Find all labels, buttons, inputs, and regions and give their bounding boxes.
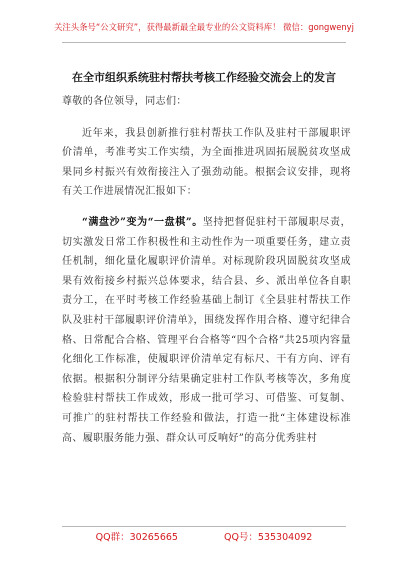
footer-qq-group: QQ群：30265665 <box>95 532 178 543</box>
footer <box>0 532 408 544</box>
document-title: 在全市组织系统驻村帮扶考核工作经验交流会上的发言 <box>72 71 336 84</box>
salutation: 尊敬的各位领导，同志们： <box>62 96 187 107</box>
section-1-paragraph <box>62 213 351 448</box>
document-body <box>62 92 351 448</box>
header-banner: 关注头条号“公文研究”，获得最新最全最专业的公文资料库！ 微信：gongwenyj <box>54 22 354 32</box>
header-divider <box>62 42 346 43</box>
section-1-lead: “满盘沙”变为“一盘棋”。 <box>82 216 203 228</box>
section-1-body: 坚持把督促驻村干部履职尽责，切实激发日常工作积极性和主动性作为一项重要任务，建立责任机制，细化量化履职评价清单。对标现阶段巩固脱贫攻坚成果有效衔接乡村振兴总体要求，结合县、乡、派出单位各自职责分工，在平时考核工作经验基础上制订《全县驻村帮扶工作队及驻村干部履职评价清单》，围绕发挥作用合格、遵守纪律合格、日常配合合格、管理平台合格等“四个合格”共25项内容量化细化工作标准，使履职评价清单定有标尺、干有方向、评有依据。根据积分制评分结果确定驻村工作队考核等次，多角度检验驻村帮扶工作成效，形成一批可学习、可借鉴、可复制、可推广的驻村帮扶工作经验和做法，打造一批“主体建设标准高、履职服务能力强、群众认可反响好”的高分优秀驻村 <box>62 216 351 444</box>
footer-qq-number: QQ号：535304092 <box>223 532 313 543</box>
intro-paragraph: 近年来，我县创新推行驻村帮扶工作队及驻村干部履职评价清单，考准考实工作实绩，为全面推进巩固拓展脱贫攻坚成果同乡村振兴有效衔接注入了强劲动能。根据会议安排，现将有关工作进展情况汇报如下： <box>62 127 351 198</box>
footer-divider <box>62 526 346 527</box>
